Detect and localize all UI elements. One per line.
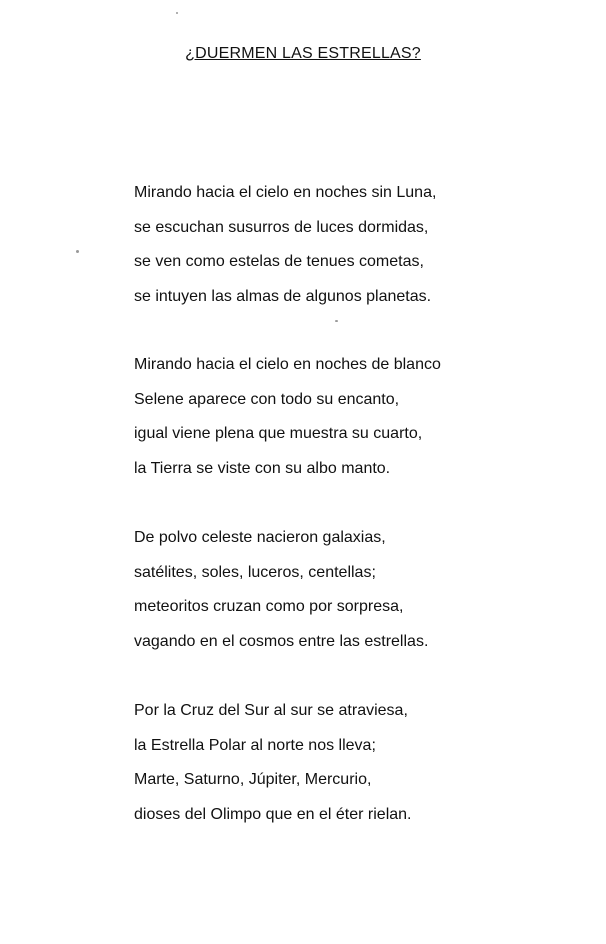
poem-line: se intuyen las almas de algunos planetas. [134, 287, 432, 305]
poem-line: satélites, soles, luceros, centellas; [134, 563, 376, 581]
poem-line: se escuchan susurros de luces dormidas, [134, 218, 429, 236]
stanza-3 [134, 521, 428, 659]
scan-speck [335, 320, 338, 322]
scan-speck [176, 12, 178, 14]
poem-line: vagando en el cosmos entre las estrellas. [134, 632, 429, 650]
scan-speck [76, 250, 79, 253]
poem-line: Mirando hacia el cielo en noches sin Luna, [134, 184, 437, 201]
poem-line: Por la Cruz del Sur al sur se atraviesa, [134, 702, 408, 719]
stanza-2 [134, 348, 441, 486]
poem-line: igual viene plena que muestra su cuarto, [134, 425, 423, 442]
poem-line: Mirando hacia el cielo en noches de blanco [134, 356, 441, 373]
poem-line: meteoritos cruzan como por sorpresa, [134, 598, 404, 615]
poem-line: la Tierra se viste con su albo manto. [134, 459, 391, 477]
poem-title: ¿DUERMEN LAS ESTRELLAS? [185, 45, 421, 62]
poem-line: Selene aparece con todo su encanto, [134, 390, 400, 408]
poem-line: De polvo celeste nacieron galaxias, [134, 529, 386, 546]
poem-line: Marte, Saturno, Júpiter, Mercurio, [134, 771, 372, 788]
poem-line: dioses del Olimpo que en el éter rielan. [134, 805, 412, 823]
stanza-4 [134, 694, 412, 832]
poem-line: la Estrella Polar al norte nos lleva; [134, 736, 376, 754]
stanza-1 [134, 176, 436, 314]
poem-line: se ven como estelas de tenues cometas, [134, 253, 424, 270]
